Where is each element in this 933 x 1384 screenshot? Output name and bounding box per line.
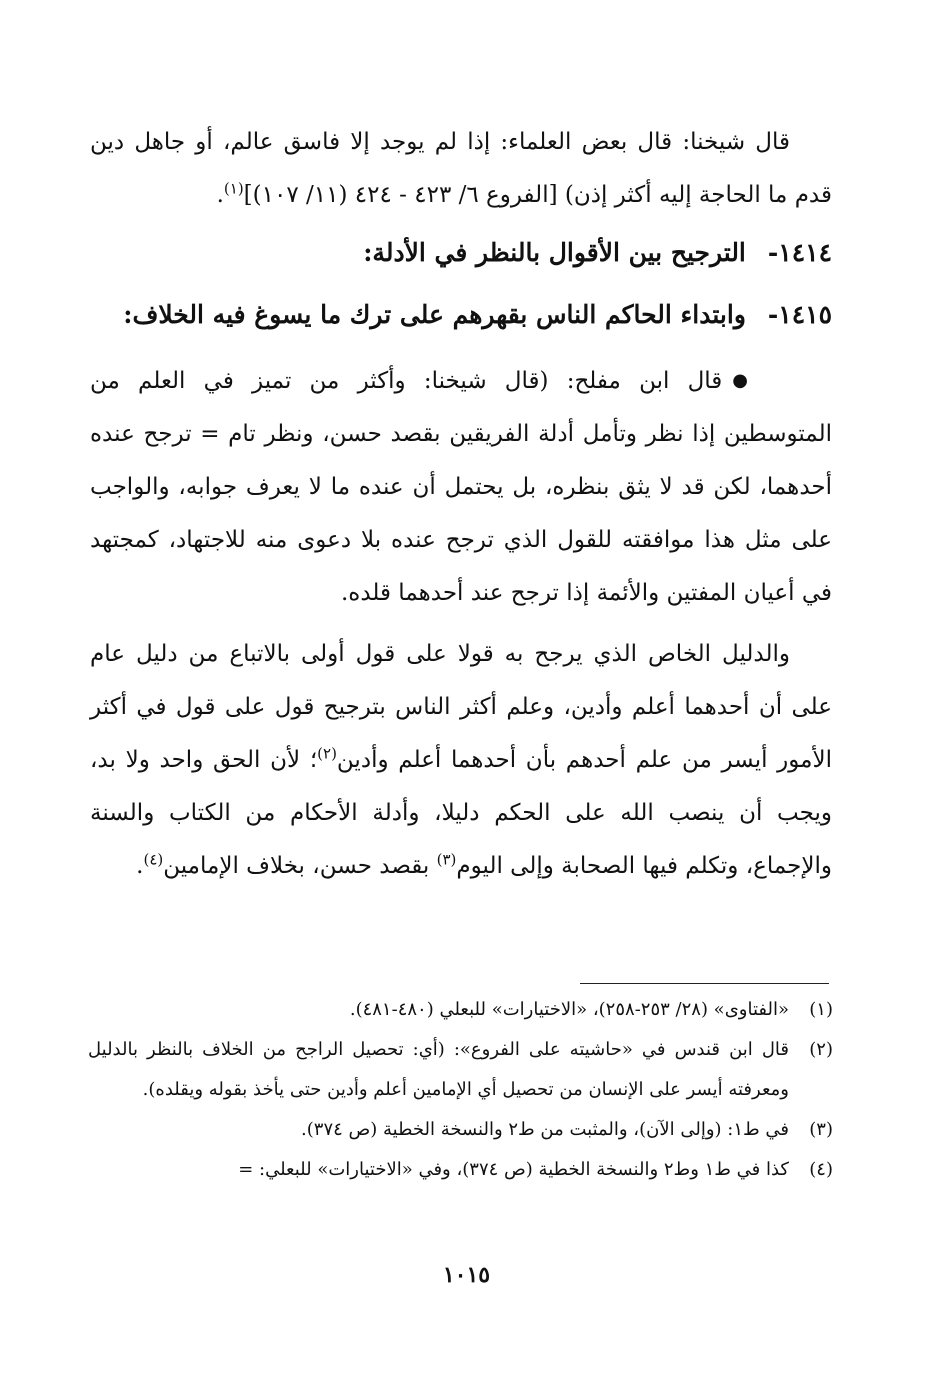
footnote-divider — [580, 983, 829, 984]
section-number: ١٤١٤- — [767, 238, 832, 267]
spacer — [90, 346, 832, 354]
paragraph-text: قال ابن مفلح: (قال شيخنا: وأكثر من تميز في العلم من المتوسطين إذا نظر وتأمل أدلة الفريقين بقصد حسن، ونظر تام = ترجح عنده أحدهما، لكن قد لا يثق بنظره، بل يحتمل أن عنده ما لا يعرف جوابه، والواجب على مثل هذا موافقته للقول الذي ترجح عنده بلا دعوى منه للاجتهاد، كمجتهد في أعيان المفتين والأئمة إذا ترجح عند أحدهما قلده. — [90, 368, 832, 606]
section-heading-1415 — [90, 284, 832, 346]
footnote-number: (٣) — [809, 1119, 833, 1140]
section-heading-1414 — [90, 222, 832, 284]
footnote-text: «الفتاوى» (٢٨/ ٢٥٣-٢٥٨)، «الاختيارات» للبعلي (٤٨٠-٤٨١). — [349, 999, 789, 1020]
footnote-marker[interactable]: (١) — [223, 179, 244, 198]
section-number: ١٤١٥- — [767, 300, 832, 329]
paragraph-evidence — [90, 628, 832, 893]
paragraph-end: . — [216, 182, 224, 208]
footnote-item — [88, 1110, 833, 1150]
paragraph-text: ؛ لأن الحق واحد ولا بد، ويجب أن ينصب الله على الحكم دليلا، وأدلة الأحكام من الكتاب والسنة والإجماع، وتكلم فيها الصحابة وإلى اليوم — [90, 747, 832, 879]
footnote-marker[interactable]: (٢) — [317, 744, 337, 763]
footnotes-section — [88, 990, 833, 1190]
paragraph-text: والدليل الخاص الذي يرجح به قولا على قول أولى بالاتباع من دليل عام على أن أحدهما أعلم وأدين، وعلم أكثر الناس بترجيح قول على قول في أكثر الأمور أيسر من علم أحدهم بأن أحدهما أعلم وأدين — [90, 641, 832, 773]
page-number: ١٠١٥ — [442, 1262, 491, 1288]
bullet-icon: ● — [732, 370, 748, 391]
footnote-number: (٢) — [809, 1039, 833, 1060]
footnote-text: كذا في ط١ وط٢ والنسخة الخطية (ص ٣٧٤)، وفي «الاختيارات» للبعلي: = — [238, 1159, 789, 1180]
footnote-marker[interactable]: (٤) — [143, 850, 164, 869]
section-title: الترجيح بين الأقوال بالنظر في الأدلة: — [363, 238, 746, 267]
footnote-item — [88, 1030, 833, 1110]
paragraph-text: بقصد حسن، بخلاف الإمامين — [163, 853, 437, 879]
paragraph-shaykh-quote — [90, 116, 832, 222]
main-text — [90, 116, 832, 893]
footnote-text: في ط١: (وإلى الآن)، والمثبت من ط٢ والنسخة الخطية (ص ٣٧٤). — [301, 1119, 789, 1140]
footnote-number: (١) — [809, 999, 833, 1020]
footnote-item — [88, 990, 833, 1030]
footnote-text: قال ابن قندس في «حاشيته على الفروع»: (أي: تحصيل الراجح من الخلاف بالنظر بالدليل ومعرفته أيسر على الإنسان من تحصيل أي الإمامين أعلم وأدين حتى يأخذ بقوله ويقلده). — [88, 1039, 789, 1100]
footnote-number: (٤) — [809, 1159, 833, 1180]
section-title: وابتداء الحاكم الناس بقهرهم على ترك ما يسوغ فيه الخلاف: — [123, 300, 746, 329]
footnote-marker[interactable]: (٣) — [436, 850, 457, 869]
spacer — [90, 620, 832, 628]
footnote-item — [88, 1150, 833, 1190]
paragraph-text: قال شيخنا: قال بعض العلماء: إذا لم يوجد إلا فاسق عالم، أو جاهل دين قدم ما الحاجة إليه أكثر إذن) [الفروع ٦/ ٤٢٣ - ٤٢٤ (١١/ ١٠٧)] — [90, 129, 832, 208]
paragraph-end: . — [136, 853, 144, 879]
paragraph-ibn-muflih — [90, 354, 832, 620]
